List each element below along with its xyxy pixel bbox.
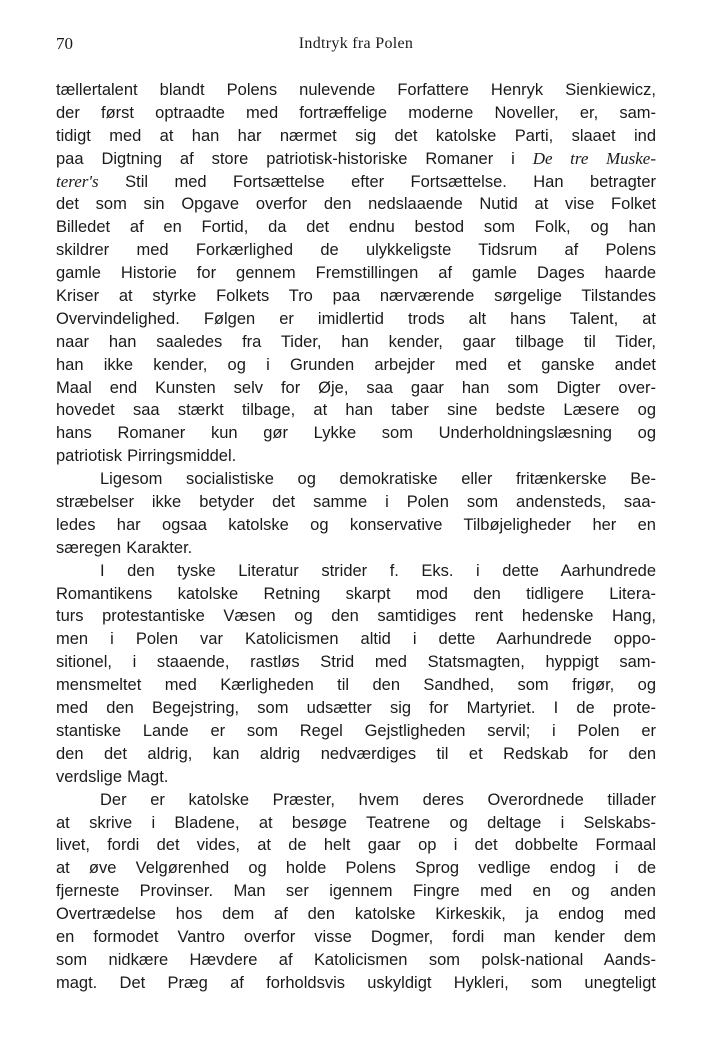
text-segment: Stil med Fortsættelse efter Fortsættelse. Han betragter (98, 172, 656, 191)
text-line: I den tyske Literatur strider f. Eks. i dette Aarhundrede (100, 561, 656, 580)
text-line (56, 171, 656, 194)
text-line: at skrive i Bladene, at besøge Teatrene og deltage i Selskabs- (56, 813, 656, 832)
text-line: som nidkære Hævdere af Katolicismen som polsk-national Aands- (56, 950, 656, 969)
text-line: fjerneste Provinser. Man ser igennem Fingre med en og anden (56, 882, 656, 901)
text-segment: paa Digtning af store patriotisk-historiske Romaner i (56, 149, 533, 168)
text-line: at øve Velgørenhed og holde Polens Sprog vedlige endog i de (56, 859, 656, 878)
text-line: han ikke kender, og i Grunden arbejder med et ganske andet (56, 355, 656, 374)
text-line (56, 148, 656, 171)
book-title-italic: De tre Muske- (532, 148, 656, 168)
running-title: Indtryk fra Polen (298, 35, 414, 52)
text-line: Maal end Kunsten selv for Øje, saa gaar han som Digter over- (56, 378, 656, 397)
text-line: der først optraadte med fortræffelige moderne Noveller, er, sam- (56, 103, 656, 122)
page-header (56, 30, 656, 58)
text-line: hovedet saa stærkt tilbage, at han taber sine bedste Læsere og (56, 401, 656, 420)
text-line: den det aldrig, kan aldrig nedværdiges til et Redskab for den (56, 744, 656, 763)
text-line: verdslige Magt. (56, 767, 169, 786)
text-line: livet, fordi det vides, at de helt gaar op i det dobbelte Formaal (56, 836, 656, 855)
text-line: Overvindelighed. Følgen er imidlertid trods alt hans Talent, at (56, 309, 656, 328)
text-line: skildrer med Forkærlighed de ulykkeligste Tidsrum af Polens (56, 241, 656, 260)
text-line: gamle Historie for gennem Fremstillingen af gamle Dages haarde (56, 264, 656, 283)
text-line: Romantikens katolske Retning skarpt mod den tidligere Litera- (56, 584, 656, 603)
text-line: Ligesom socialistiske og demokratiske eller fritænkerske Be- (100, 470, 656, 489)
text-line: hans Romaner kun gør Lykke som Underholdningslæsning og (56, 424, 656, 443)
text-line: Billedet af en Fortid, da det endnu bestod som Folk, og han (56, 218, 656, 237)
text-line: en formodet Vantro overfor visse Dogmer, fordi man kender dem (56, 927, 656, 946)
text-line: magt. Det Præg af forholdsvis uskyldigt Hykleri, som unegteligt (56, 973, 656, 992)
text-line: mensmeltet med Kærligheden til den Sandhed, som frigør, og (56, 676, 656, 695)
text-line: tællertalent blandt Polens nulevende Forfattere Henryk Sienkiewicz, (56, 81, 656, 99)
text-line: ledes har ogsaa katolske og konservative Tilbøjeligheder her en (56, 515, 656, 534)
text-line: Der er katolske Præster, hvem deres Overordnede tillader (100, 790, 656, 809)
text-line: Kriser at styrke Folkets Tro paa nærværende sørgelige Tilstandes (56, 287, 656, 306)
text-line: det som sin Opgave overfor den nedslaaende Nutid at vise Folket (56, 195, 656, 214)
text-line: med den Begejstring, som udsætter sig for Martyriet. I de prote- (56, 699, 656, 718)
text-line: naar han saaledes fra Tider, han kender, gaar tilbage til Tider, (56, 332, 656, 351)
text-line: patriotisk Pirringsmiddel. (56, 447, 237, 466)
text-line: stantiske Lande er som Regel Gejstligheden servil; i Polen er (56, 721, 656, 740)
text-line: sitionel, i staaende, rastløs Strid med Statsmagten, hyppigt sam- (56, 653, 656, 672)
text-line: særegen Karakter. (56, 538, 193, 557)
text-line: men i Polen var Katolicismen altid i dette Aarhundrede oppo- (56, 630, 656, 649)
text-line: turs protestantiske Væsen og den samtidiges rent hedenske Hang, (56, 607, 656, 626)
book-title-italic: terer's (56, 171, 99, 191)
page-number: 70 (56, 34, 73, 53)
body-text (56, 79, 656, 995)
text-line: tidigt med at han har nærmet sig det katolske Parti, slaaet ind (56, 126, 656, 145)
text-line: Overtrædelse hos dem af den katolske Kirkeskik, ja endog med (56, 905, 656, 924)
text-line: stræbelser ikke betyder det samme i Polen som andensteds, saa- (56, 493, 656, 512)
book-page (56, 30, 656, 1010)
